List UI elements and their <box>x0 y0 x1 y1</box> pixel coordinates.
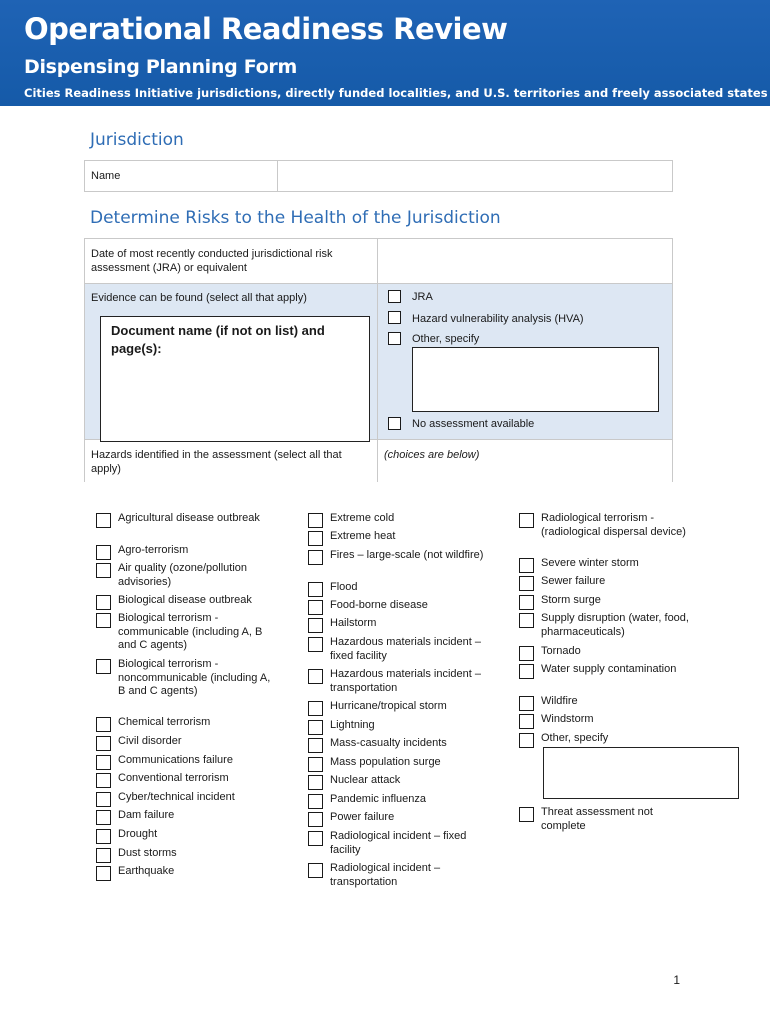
hazards-label: Hazards identified in the assessment (select all that apply) <box>91 449 342 475</box>
hazard-checkbox[interactable] <box>308 701 323 716</box>
hazard-checkbox[interactable] <box>96 613 111 628</box>
name-label: Name <box>91 170 121 182</box>
risks-row-line-1 <box>84 283 673 284</box>
risks-table-divider <box>377 238 378 482</box>
hazard-checkbox[interactable] <box>519 664 534 679</box>
jra-option-label: JRA <box>412 291 433 303</box>
hva-option-label: Hazard vulnerability analysis (HVA) <box>412 313 584 325</box>
hazard-label: Cyber/technical incident <box>118 791 235 803</box>
hazard-label: Threat assessment not complete <box>541 806 653 832</box>
hazard-checkbox[interactable] <box>308 738 323 753</box>
hazard-label: Power failure <box>330 811 395 823</box>
hazard-checkbox[interactable] <box>308 618 323 633</box>
hazard-label: Hailstorm <box>330 617 377 629</box>
hazard-label: Extreme cold <box>330 512 395 524</box>
hazard-checkbox[interactable] <box>308 831 323 846</box>
jurisdiction-table-divider <box>277 160 278 192</box>
hazard-label: Drought <box>118 828 158 840</box>
hazard-label: Hurricane/tropical storm <box>330 700 447 712</box>
other-evidence-checkbox[interactable] <box>388 332 401 345</box>
hazard-checkbox[interactable] <box>519 558 534 573</box>
hazard-checkbox[interactable] <box>308 513 323 528</box>
hazard-checkbox[interactable] <box>96 829 111 844</box>
hazard-checkbox[interactable] <box>519 613 534 628</box>
hazard-label: Mass population surge <box>330 756 441 768</box>
hazard-label: Air quality (ozone/pollution advisories) <box>118 562 248 588</box>
document-name-label: Document name (if not on list) and page(s): <box>111 323 325 356</box>
hazard-label: Hazardous materials incident – fixed facility <box>330 636 482 662</box>
hazard-label: Conventional terrorism <box>118 772 229 784</box>
hazard-checkbox[interactable] <box>96 513 111 528</box>
name-field[interactable] <box>284 161 670 191</box>
hazard-checkbox[interactable] <box>96 848 111 863</box>
hazard-label: Radiological incident – fixed facility <box>330 830 467 856</box>
header-banner <box>0 0 770 106</box>
hva-checkbox[interactable] <box>388 311 401 324</box>
hazard-label: Extreme heat <box>330 530 396 542</box>
hazard-checkbox[interactable] <box>519 714 534 729</box>
hazard-label: Dust storms <box>118 847 177 859</box>
other-evidence-option-label: Other, specify <box>412 333 480 345</box>
hazard-label: Civil disorder <box>118 735 182 747</box>
jra-checkbox[interactable] <box>388 290 401 303</box>
jurisdiction-section-title: Jurisdiction <box>90 130 184 150</box>
hazard-label: Other, specify <box>541 732 609 744</box>
hazard-label: Radiological incident – transportation <box>330 862 441 888</box>
hazard-checkbox[interactable] <box>308 812 323 827</box>
hazard-label: Earthquake <box>118 865 175 877</box>
page-number: 1 <box>673 973 680 987</box>
hazard-label: Tornado <box>541 645 581 657</box>
hazard-label: Dam failure <box>118 809 175 821</box>
hazard-checkbox[interactable] <box>519 696 534 711</box>
hazard-checkbox[interactable] <box>308 720 323 735</box>
hazard-label: Wildfire <box>541 695 578 707</box>
hazard-checkbox[interactable] <box>96 563 111 578</box>
hazard-checkbox[interactable] <box>308 550 323 565</box>
hazard-label: Communications failure <box>118 754 233 766</box>
jra-date-field[interactable] <box>384 240 669 280</box>
hazard-label: Storm surge <box>541 594 601 606</box>
other-hazard-specify-field[interactable] <box>543 747 739 799</box>
hazard-checkbox[interactable] <box>96 595 111 610</box>
hazard-checkbox[interactable] <box>308 669 323 684</box>
hazard-label: Radiological terrorism - (radiological dispersal device) <box>541 512 686 538</box>
hazard-label: Nuclear attack <box>330 774 401 786</box>
hazard-checkbox[interactable] <box>96 810 111 825</box>
hazard-label: Supply disruption (water, food, pharmaceuticals) <box>541 612 689 638</box>
hazard-checkbox[interactable] <box>308 600 323 615</box>
hazard-label: Flood <box>330 581 358 593</box>
hazard-checkbox[interactable] <box>308 794 323 809</box>
hazard-checkbox[interactable] <box>308 582 323 597</box>
risks-section-title: Determine Risks to the Health of the Jurisdiction <box>90 208 501 228</box>
hazard-label: Windstorm <box>541 713 594 725</box>
hazard-checkbox[interactable] <box>308 757 323 772</box>
evidence-label: Evidence can be found (select all that apply) <box>91 292 307 304</box>
hazard-label: Water supply contamination <box>541 663 677 675</box>
hazard-label: Sewer failure <box>541 575 606 587</box>
hazard-label: Agro-terrorism <box>118 544 189 556</box>
hazard-checkbox[interactable] <box>96 659 111 674</box>
hazard-checkbox[interactable] <box>308 863 323 878</box>
hazard-label: Hazardous materials incident – transportation <box>330 668 482 694</box>
hazard-checkbox[interactable] <box>519 807 534 822</box>
hazard-checkbox[interactable] <box>96 866 111 881</box>
hazard-checkbox[interactable] <box>519 513 534 528</box>
hazard-checkbox[interactable] <box>96 792 111 807</box>
hazard-label: Chemical terrorism <box>118 716 211 728</box>
no-assessment-option-label: No assessment available <box>412 418 535 430</box>
hazard-label: Agricultural disease outbreak <box>118 512 260 524</box>
hazard-label: Lightning <box>330 719 375 731</box>
other-evidence-specify-field[interactable] <box>412 347 659 412</box>
hazard-label: Mass-casualty incidents <box>330 737 447 749</box>
hazard-checkbox[interactable] <box>519 733 534 748</box>
hazard-label: Biological terrorism - communicable (including A, B and C agents) <box>118 612 263 651</box>
hazard-checkbox[interactable] <box>96 736 111 751</box>
form-subtitle: Dispensing Planning Form <box>24 56 297 78</box>
no-assessment-checkbox[interactable] <box>388 417 401 430</box>
hazard-checkbox[interactable] <box>519 646 534 661</box>
hazard-checkbox[interactable] <box>308 531 323 546</box>
hazard-checkbox[interactable] <box>519 576 534 591</box>
hazard-label: Pandemic influenza <box>330 793 427 805</box>
hazard-label: Food-borne disease <box>330 599 428 611</box>
hazard-checkbox[interactable] <box>308 637 323 652</box>
hazard-label: Severe winter storm <box>541 557 639 569</box>
jra-date-label: Date of most recently conducted jurisdictional risk assessment (JRA) or equivalent <box>91 248 333 274</box>
document-name-box[interactable] <box>100 316 370 442</box>
hazard-checkbox[interactable] <box>308 775 323 790</box>
hazard-label: Biological disease outbreak <box>118 594 252 606</box>
hazard-checkbox[interactable] <box>96 717 111 732</box>
hazard-label: Fires – large-scale (not wildfire) <box>330 549 484 561</box>
hazard-checkbox[interactable] <box>96 755 111 770</box>
hazard-label: Biological terrorism - noncommunicable (including A, B and C agents) <box>118 658 271 697</box>
hazard-checkbox[interactable] <box>519 595 534 610</box>
form-description: Cities Readiness Initiative jurisdictions, directly funded localities, and U.S. territories and freely associated states <box>24 86 768 100</box>
hazard-checkbox[interactable] <box>96 545 111 560</box>
form-title: Operational Readiness Review <box>24 12 508 46</box>
hazards-note: (choices are below) <box>384 449 480 461</box>
hazard-checkbox[interactable] <box>96 773 111 788</box>
